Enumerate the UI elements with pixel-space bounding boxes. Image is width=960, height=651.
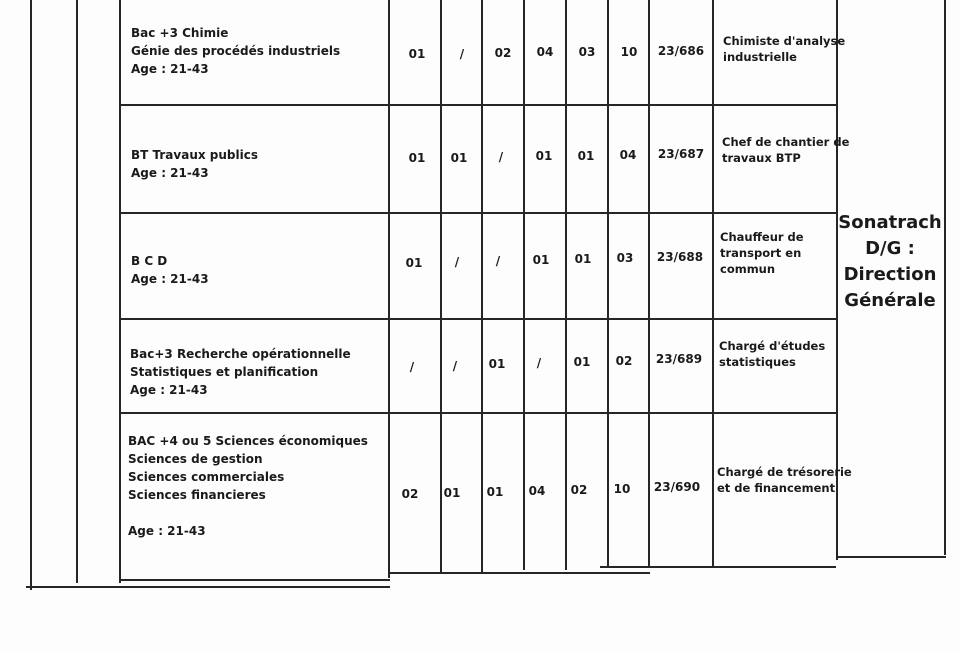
requirement-cell [131, 146, 258, 182]
post-title-cell [719, 338, 825, 370]
post-title-cell [720, 229, 804, 277]
count-cell: 02 [401, 487, 419, 501]
count-cell: 01 [450, 151, 468, 165]
count-cell: 01 [486, 485, 504, 499]
count-cell: 01 [535, 149, 553, 163]
requirement-line: Age : 21-43 [131, 166, 209, 180]
count-cell: 01 [408, 47, 426, 61]
row-divider [119, 318, 836, 320]
table-bottom-border [600, 566, 836, 568]
row-divider [119, 212, 836, 214]
column-divider [119, 0, 121, 583]
post-title-line: Chef de chantier de [722, 135, 850, 149]
page-frame-bottom [26, 586, 390, 588]
count-cell: 01 [574, 252, 592, 266]
count-cell: 02 [570, 483, 588, 497]
count-cell: 01 [405, 256, 423, 270]
post-title-cell [717, 464, 852, 496]
row-divider [119, 104, 836, 106]
count-cell: 01 [532, 253, 550, 267]
requirement-line: Age : 21-43 [131, 272, 209, 286]
count-cell: / [495, 254, 501, 268]
reference-cell: 23/688 [656, 250, 704, 264]
requirement-line: Sciences financieres [128, 488, 266, 502]
count-cell: 02 [615, 354, 633, 368]
requirement-line: Bac +3 Chimie [131, 26, 229, 40]
post-title-line: commun [720, 262, 776, 276]
post-title-line: travaux BTP [722, 151, 801, 165]
structure-line: Direction [843, 264, 937, 285]
requirement-line: Statistiques et planification [130, 365, 319, 379]
count-cell: 10 [620, 45, 638, 59]
table-border-left [30, 0, 32, 590]
count-cell: 04 [619, 148, 637, 162]
count-cell: 04 [528, 484, 546, 498]
requirement-cell [131, 24, 340, 78]
post-title-line: transport en [720, 246, 802, 260]
count-cell: 01 [488, 357, 506, 371]
requirement-cell [131, 252, 209, 288]
post-title-line: Chargé d'études [719, 339, 826, 353]
requirement-line: Sciences commerciales [128, 470, 285, 484]
post-title-line: Chimiste d'analyse [723, 34, 846, 48]
column-divider [76, 0, 78, 583]
count-cell: 10 [613, 482, 631, 496]
requirement-cell [128, 432, 368, 540]
count-cell: / [536, 356, 542, 370]
count-cell: 01 [408, 151, 426, 165]
table-border-right [944, 0, 946, 555]
post-title-line: et de financement [717, 481, 836, 495]
post-title-line: industrielle [723, 50, 797, 64]
reference-cell: 23/686 [657, 44, 705, 58]
count-cell: / [452, 359, 458, 373]
post-title-cell [722, 134, 849, 166]
requirement-line [128, 504, 368, 522]
row-divider [119, 412, 836, 414]
requirement-line: Bac+3 Recherche opérationnelle [130, 347, 351, 361]
structure-cell [838, 210, 942, 314]
requirement-line: Génie des procédés industriels [131, 44, 341, 58]
structure-line: D/G : [865, 238, 915, 259]
requirement-line: Age : 21-43 [128, 524, 206, 538]
column-divider [712, 0, 714, 567]
post-title-line: Chauffeur de [720, 230, 804, 244]
table-bottom-border [836, 556, 946, 558]
count-cell: 02 [494, 46, 512, 60]
requirement-line: B C D [131, 254, 168, 268]
count-cell: 03 [616, 251, 634, 265]
table-bottom-border [390, 572, 650, 574]
reference-cell: 23/690 [653, 480, 701, 494]
count-cell: 01 [443, 486, 461, 500]
requirement-line: Age : 21-43 [131, 62, 209, 76]
count-cell: 03 [578, 45, 596, 59]
count-cell: 01 [577, 149, 595, 163]
requirement-line: BT Travaux publics [131, 148, 258, 162]
post-title-cell [723, 33, 845, 65]
reference-cell: 23/689 [655, 352, 703, 366]
count-cell: / [409, 360, 415, 374]
structure-line: Générale [844, 290, 936, 311]
requirement-line: Age : 21-43 [130, 383, 208, 397]
count-cell: / [454, 255, 460, 269]
count-cell: / [459, 47, 465, 61]
requirement-line: BAC +4 ou 5 Sciences économiques [128, 434, 368, 448]
post-title-line: Chargé de trésorerie [717, 465, 852, 479]
table-bottom-border [119, 579, 390, 581]
reference-cell: 23/687 [657, 147, 705, 161]
requirement-cell [130, 345, 351, 399]
post-title-line: statistiques [719, 355, 796, 369]
structure-line: Sonatrach [838, 212, 942, 233]
count-cell: / [498, 150, 504, 164]
count-cell: 01 [573, 355, 591, 369]
requirement-line: Sciences de gestion [128, 452, 263, 466]
count-cell: 04 [536, 45, 554, 59]
